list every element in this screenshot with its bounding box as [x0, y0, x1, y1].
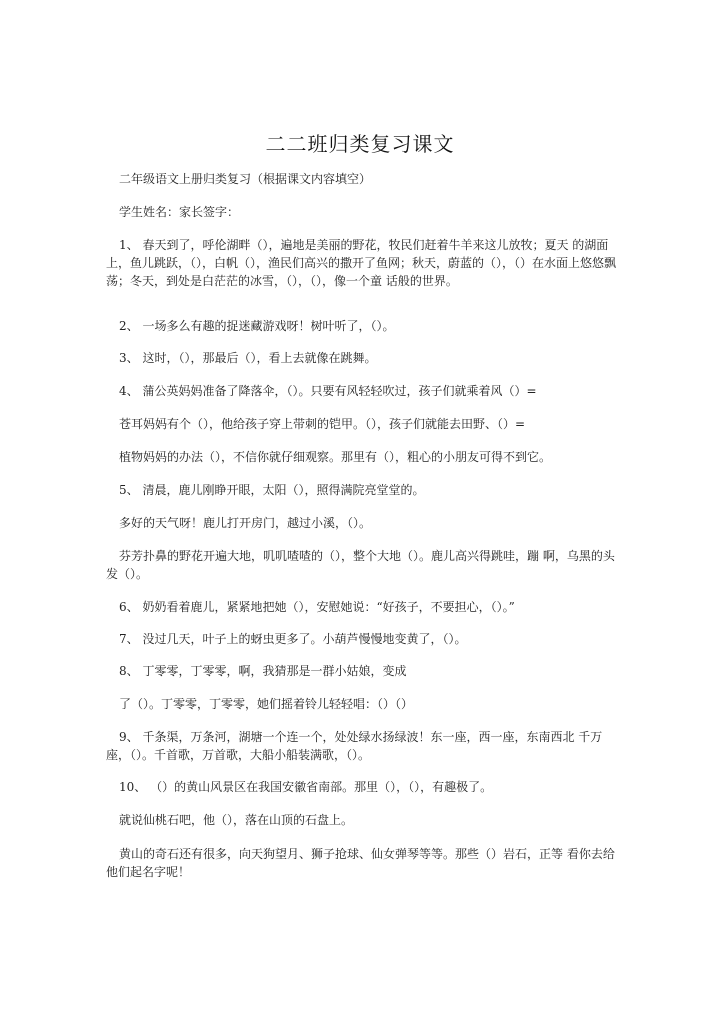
paragraph-4b: 苍耳妈妈有个（），他给孩子穿上带刺的铠甲。（），孩子们就能去田野、（）= — [119, 417, 526, 431]
paragraph-4c: 植物妈妈的办法（），不信你就仔细观察。那里有（），粗心的小朋友可得不到它。 — [119, 450, 552, 464]
paragraph-10b: 就说仙桃石吧，他（），落在山顶的石盘上。 — [119, 813, 354, 827]
student-sign-line: 学生姓名：家长签字： — [119, 205, 240, 219]
paragraph-5c: 芬芳扑鼻的野花开遍大地，叽叽喳喳的（），整个大地（）。鹿儿高兴得跳哇，蹦 啊，乌黑的头发（）。 — [106, 549, 615, 581]
paragraph-8: 8、 丁零零，丁零零，啊，我猜那是一群小姑娘，变成 — [119, 664, 407, 678]
page-title: 二二班归类复习课文 — [265, 132, 455, 156]
paragraph-5b: 多好的天气呀！鹿儿打开房门，越过小溪，（）。 — [119, 516, 372, 530]
paragraph-9: 9、 千条渠，万条河，湖塘一个连一个，处处绿水扬绿波！东一座，西一座，东南西北 千万座，（）。千首歌，万首歌，大船小船装满歌，（）。 — [106, 730, 603, 762]
paragraph-10c: 黄山的奇石还有很多，向天狗望月、狮子抢球、仙女弹琴等等。那些（）岩石，正等 看你去给他们起名字呢！ — [106, 847, 615, 879]
paragraph-4: 4、 蒲公英妈妈准备了降落伞，（）。只要有风轻轻吹过，孩子们就乘着风（）= — [119, 384, 537, 398]
subtitle: 二年级语文上册归类复习（根据课文内容填空） — [119, 172, 372, 186]
paragraph-6: 6、 奶奶看着鹿儿，紧紧地把她（），安慰她说：“好孩子，不要担心，（）。” — [119, 600, 515, 614]
paragraph-2: 2、 一场多么有趣的捉迷藏游戏呀！树叶听了，（）。 — [119, 319, 395, 333]
paragraph-3: 3、 这时，（），那最后（），看上去就像在跳舞。 — [119, 351, 377, 365]
paragraph-5: 5、 清晨，鹿儿刚睁开眼，太阳（），照得满院亮堂堂的。 — [119, 483, 425, 497]
paragraph-10: 10、 （）的黄山风景区在我国安徽省南部。那里（），（），有趣极了。 — [119, 780, 493, 794]
paragraph-1: 1、 春天到了，呼伦湖畔（），遍地是美丽的野花，牧民们赶着牛羊来这儿放牧；夏天 的湖面上，鱼儿跳跃，（），白帆（），渔民们高兴的撒开了鱼网；秋天，蔚蓝的（），（）在水面上悠悠飘荡；冬天，到处是白茫茫的冰雪，（），（），像一个童 话般的世界。 — [106, 238, 617, 288]
paragraph-8b: 了（）。丁零零，丁零零，她们摇着铃儿轻轻唱：（）（） — [119, 697, 414, 711]
paragraph-7: 7、 没过几天，叶子上的蚜虫更多了。小葫芦慢慢地变黄了，（）。 — [119, 632, 467, 646]
